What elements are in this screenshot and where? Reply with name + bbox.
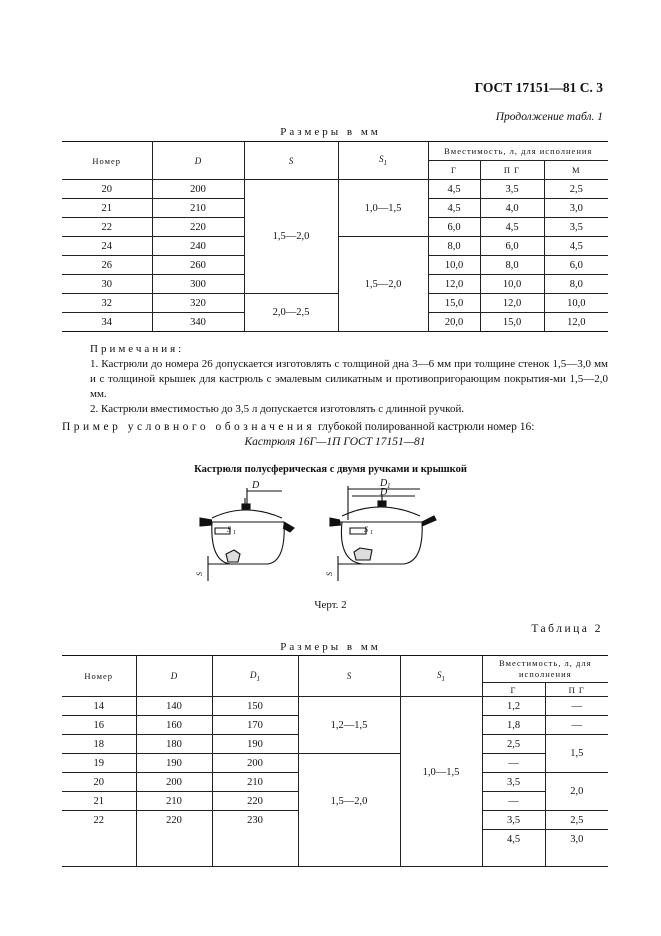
t2-cell-pg: — xyxy=(545,697,608,716)
t1-cell-pg: 4,5 xyxy=(480,218,544,237)
t2-cell-nomer: 21 xyxy=(62,792,136,811)
t1-cell-nomer: 34 xyxy=(62,313,152,332)
figure-title: Кастрюля полусферическая с двумя ручками и крышкой xyxy=(194,464,467,475)
t1-cell-g: 15,0 xyxy=(428,294,480,313)
t1-cell-m: 2,5 xyxy=(544,180,608,199)
t1-cell-g: 6,0 xyxy=(428,218,480,237)
t2-cell-d1: 170 xyxy=(212,716,298,735)
t1-header-s1: $S_1$ xyxy=(338,142,428,180)
t1-cell-pg: 4,0 xyxy=(480,199,544,218)
t1-cell-d: 240 xyxy=(152,237,244,256)
label-s1-left-sub: 1 xyxy=(233,530,236,536)
t2-header-nomer: Номер xyxy=(62,656,136,697)
example-designation: Кастрюля 16Г—1П ГОСТ 17151—81 xyxy=(244,436,426,448)
t2-cell-d1: 220 xyxy=(212,792,298,811)
t1-cell-m: 10,0 xyxy=(544,294,608,313)
t1-cell-m: 6,0 xyxy=(544,256,608,275)
note-2: 2. Кастрюли вместимостью до 3,5 л допускается изготовлять с длинной ручкой. xyxy=(90,403,465,415)
pot-right xyxy=(330,486,436,581)
t2-cell-nomer: 16 xyxy=(62,716,136,735)
t1-cell-m: 3,5 xyxy=(544,218,608,237)
t1-cell-nomer: 32 xyxy=(62,294,152,313)
t2-cell-d1: 150 xyxy=(212,697,298,716)
notes-heading: Примечания: xyxy=(90,343,185,355)
t2-cell-s-group: 1,2—1,5 xyxy=(298,697,400,754)
t1-cell-nomer: 21 xyxy=(62,199,152,218)
t1-header-nomer: Номер xyxy=(62,142,152,180)
t1-cell-g: 12,0 xyxy=(428,275,480,294)
t2-cell-pg: 3,0 xyxy=(545,830,608,849)
note-1: 1. Кастрюли до номера 26 допускается изготовлять с толщиной дна 3—6 мм при толщине стенок 1,5—3,0 мм и с толщиной крышек для кастрюль с эмалевым силикатным и противопригорающим покрытия-ми 1,5—2,0 мм. xyxy=(90,358,608,400)
t2-header-pg: П Г xyxy=(545,683,608,697)
t2-header-s1: $S_1$ xyxy=(400,656,482,697)
label-d1-sub: 1 xyxy=(387,482,391,490)
t1-cell-nomer: 20 xyxy=(62,180,152,199)
t2-cell-g: — xyxy=(482,792,545,811)
figure-number: Черт. 2 xyxy=(314,599,347,611)
t1-cell-m: 3,0 xyxy=(544,199,608,218)
pot-left xyxy=(200,488,294,581)
label-s-left: S xyxy=(195,572,204,576)
t2-header-d: D xyxy=(136,656,212,697)
t2-cell-g: — xyxy=(482,754,545,773)
t1-cell-g: 8,0 xyxy=(428,237,480,256)
t1-cell-m: 4,5 xyxy=(544,237,608,256)
t2-cell-d1: 230 xyxy=(212,811,298,849)
t2-cell-g: 4,5 xyxy=(482,830,545,849)
t2-cell-pg: — xyxy=(545,716,608,735)
t1-header-s: S xyxy=(244,142,338,180)
t1-cell-g: 4,5 xyxy=(428,180,480,199)
t1-cell-m: 12,0 xyxy=(544,313,608,332)
t2-cell-g: 2,5 xyxy=(482,735,545,754)
t2-cell-pg: 2,5 xyxy=(545,811,608,830)
t2-cell-pg-merged: 2,0 xyxy=(545,773,608,811)
t1-cell-m: 8,0 xyxy=(544,275,608,294)
t2-cell-d: 190 xyxy=(136,754,212,773)
table2-caption: Размеры в мм xyxy=(280,641,381,653)
t2-cell-nomer: 22 xyxy=(62,811,136,849)
t1-cell-d: 200 xyxy=(152,180,244,199)
t2-cell-d: 210 xyxy=(136,792,212,811)
t1-cell-g: 4,5 xyxy=(428,199,480,218)
t2-cell-d: 220 xyxy=(136,811,212,849)
t1-cell-s-group: 2,0—2,5 xyxy=(244,294,338,332)
t1-cell-pg: 6,0 xyxy=(480,237,544,256)
t1-cell-d: 320 xyxy=(152,294,244,313)
t2-cell-d1: 210 xyxy=(212,773,298,792)
label-d: D xyxy=(252,480,260,491)
t1-cell-g: 20,0 xyxy=(428,313,480,332)
t1-header-g: Г xyxy=(428,161,480,180)
label-d-right: D xyxy=(380,487,388,498)
t1-cell-pg: 3,5 xyxy=(480,180,544,199)
t1-cell-s1-group: 1,5—2,0 xyxy=(338,237,428,332)
t2-header-g: Г xyxy=(482,683,545,697)
t2-header-s: S xyxy=(298,656,400,697)
t2-cell-d: 140 xyxy=(136,697,212,716)
t2-cell-s-group: 1,5—2,0 xyxy=(298,754,400,849)
t2-cell-d: 180 xyxy=(136,735,212,754)
t2-cell-s1: 1,0—1,5 xyxy=(400,697,482,849)
example-lead: Пример условного обозначения xyxy=(62,421,316,433)
t2-cell-nomer: 20 xyxy=(62,773,136,792)
t1-cell-d: 260 xyxy=(152,256,244,275)
label-s-right: S xyxy=(325,572,334,576)
t1-header-pg: П Г xyxy=(480,161,544,180)
t2-cell-nomer: 19 xyxy=(62,754,136,773)
t1-cell-pg: 12,0 xyxy=(480,294,544,313)
page-header: ГОСТ 17151—81 С. 3 xyxy=(474,80,603,95)
t2-cell-g: 3,5 xyxy=(482,811,545,830)
t2-cell-d: 200 xyxy=(136,773,212,792)
label-d1: D xyxy=(380,478,388,489)
t1-header-capacity: Вместимость, л, для исполнения xyxy=(428,142,608,161)
t2-cell-g: 1,8 xyxy=(482,716,545,735)
t2-cell-g: 1,2 xyxy=(482,697,545,716)
label-s1-right: S xyxy=(364,525,368,534)
designation-example xyxy=(62,420,608,450)
label-s1-left: S xyxy=(227,525,231,534)
t2-header-d1: $D_1$ xyxy=(212,656,298,697)
t1-cell-d: 340 xyxy=(152,313,244,332)
t1-cell-nomer: 22 xyxy=(62,218,152,237)
table1-caption: Размеры в мм xyxy=(280,126,381,138)
t1-cell-s1-group: 1,0—1,5 xyxy=(338,180,428,237)
t1-cell-pg: 8,0 xyxy=(480,256,544,275)
t1-cell-nomer: 26 xyxy=(62,256,152,275)
t1-cell-g: 10,0 xyxy=(428,256,480,275)
t2-cell-d: 160 xyxy=(136,716,212,735)
t1-cell-d: 220 xyxy=(152,218,244,237)
t1-cell-s-group: 1,5—2,0 xyxy=(244,180,338,294)
t1-cell-nomer: 30 xyxy=(62,275,152,294)
t2-cell-pg-merged: 1,5 xyxy=(545,735,608,773)
t1-header-d: D xyxy=(152,142,244,180)
table1 xyxy=(62,141,608,332)
t2-cell-g: 3,5 xyxy=(482,773,545,792)
notes xyxy=(90,342,608,417)
t1-cell-pg: 15,0 xyxy=(480,313,544,332)
label-s1-right-sub: 1 xyxy=(370,530,373,536)
t2-cell-nomer: 14 xyxy=(62,697,136,716)
t1-header-m: М xyxy=(544,161,608,180)
t2-header-capacity: Вместимость, л, для исполнения xyxy=(482,656,608,683)
pot-drawing xyxy=(190,476,460,586)
t1-cell-nomer: 24 xyxy=(62,237,152,256)
example-rest: глубокой полированной кастрюли номер 16: xyxy=(318,421,535,433)
table-continuation: Продолжение табл. 1 xyxy=(495,111,603,123)
table2 xyxy=(62,655,608,867)
table2-label: Таблица 2 xyxy=(531,623,603,635)
t2-cell-d1: 200 xyxy=(212,754,298,773)
t1-cell-d: 300 xyxy=(152,275,244,294)
t2-cell-d1: 190 xyxy=(212,735,298,754)
t1-cell-pg: 10,0 xyxy=(480,275,544,294)
t1-cell-d: 210 xyxy=(152,199,244,218)
t2-cell-nomer: 18 xyxy=(62,735,136,754)
